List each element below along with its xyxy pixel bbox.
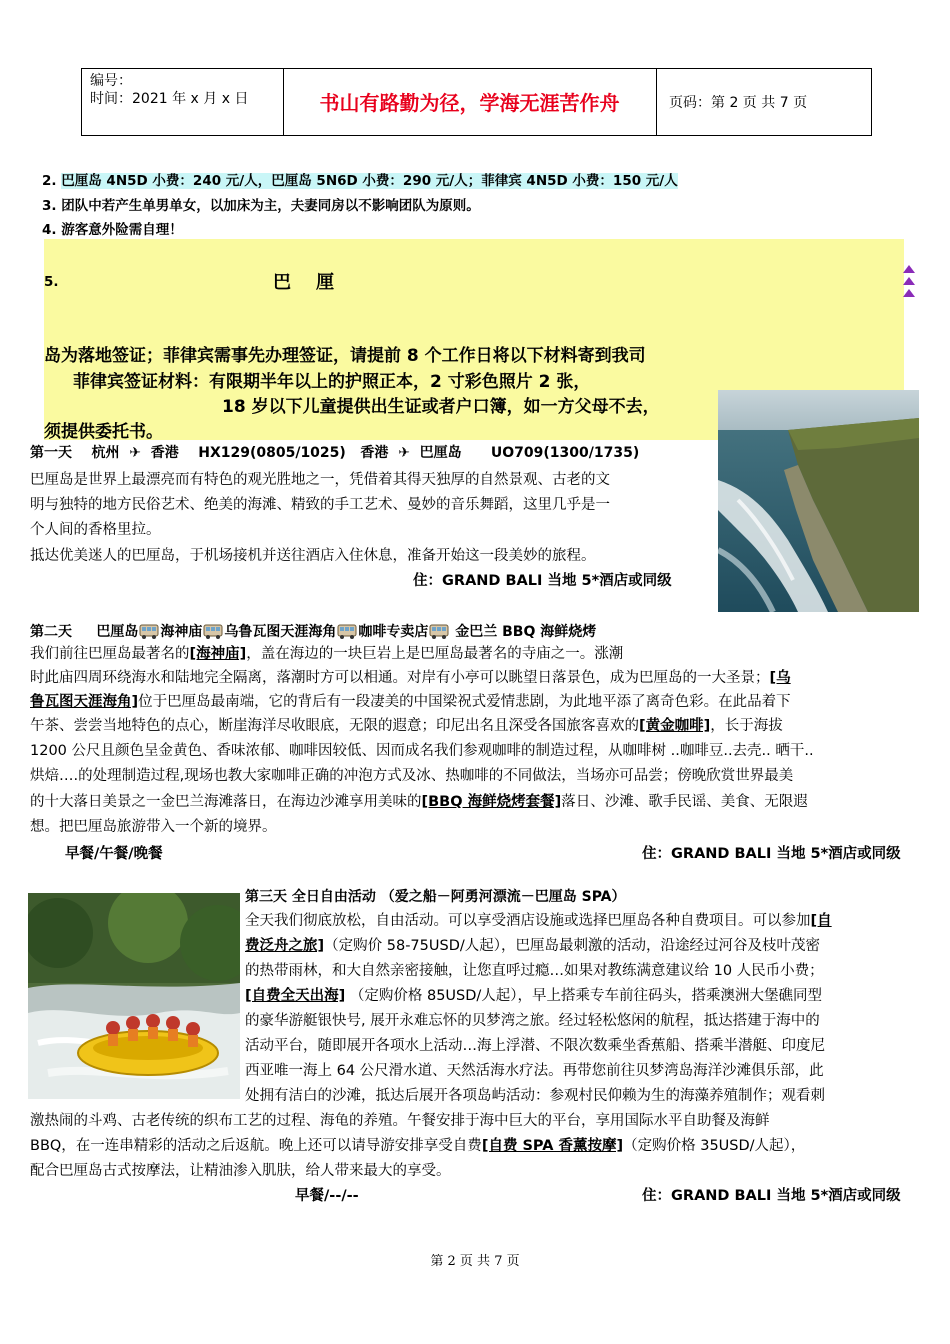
day1-stay: 住：GRAND BALI 当地 5*酒店或同级: [413, 573, 672, 589]
header-table: [81, 68, 872, 136]
day1-paragraph-line: 抵达优美迷人的巴厘岛，于机场接机并送往酒店入住休息，准备开始这一段美妙的旅程。: [30, 548, 596, 564]
text-span: 落日、沙滩、歌手民谣、美食、无限遐: [561, 794, 808, 810]
visa-line-4: 须提供委托书。: [44, 422, 163, 442]
highlight-rafting-end: 费泛舟之旅]: [245, 938, 325, 954]
day2-line-8: 想。把巴厘岛旅游带入一个新的境界。: [30, 819, 277, 835]
page-footer: 第 2 页 共 7 页: [430, 1254, 520, 1269]
day3-line-8: 处拥有洁白的沙滩，抵达后展开各项岛屿活动：参观村民仰赖为生的海藻养殖制作；观看刺: [245, 1088, 825, 1104]
highlight-golden-coffee: [黄金咖啡]: [639, 718, 711, 734]
text-span: （定购价 58-75USD/人起），巴厘岛最刺激的活动，沿途经过河谷及枝叶茂密: [324, 938, 820, 954]
bus-icon: [429, 623, 449, 639]
doc-code-label: 编号：: [90, 73, 132, 89]
day2-title: [30, 620, 596, 644]
note-2-number: 2.: [42, 173, 62, 189]
text-span: 位于巴厘岛最南端，它的背后有一段凄美的中国梁祝式爱情悲剧，为此地平添了离奇色彩。在此品着下: [138, 694, 791, 710]
day3-line-5: 的豪华游艇银快号, 展开永难忘怀的贝梦湾之旅。经过轻松悠闲的航程，抵达搭建于海中的: [245, 1013, 820, 1029]
visa-line-2: 菲律宾签证材料：有限期半年以上的护照正本，2 寸彩色照片 2 张，: [73, 372, 591, 392]
day2-title-part: 金巴兰 BBQ 海鲜烧烤: [450, 624, 597, 640]
note-3: 3. 团队中若产生单男单女，以加床为主，夫妻同房以不影响团队为原则。: [42, 198, 480, 214]
day2-stay: 住：GRAND BALI 当地 5*酒店或同级: [642, 846, 901, 862]
header-motto-cell: [283, 69, 657, 135]
text-span: BBQ，在一连串精彩的活动之后返航。晚上还可以请导游安排享受自费: [30, 1138, 482, 1154]
bus-icon: [203, 623, 223, 639]
text-span: 时此庙四周环绕海水和陆地完全隔离，落潮时方可以相通。对岸有小亭可以眺望日落景色，成为巴厘岛的一大圣景；: [30, 670, 770, 686]
note-4: 4. 游客意外险需自理！: [42, 222, 183, 238]
day2-line-5: 1200 公尺且颜色呈金黄色、香味浓郁、咖啡因较低、因而成名我们参观咖啡的制造过程，从咖啡树 ..咖啡豆..去壳.. 晒干..: [30, 743, 814, 759]
plane-icon: ✈: [129, 445, 141, 461]
cliff-photo: [718, 390, 919, 612]
text-span: 午茶、尝尝当地特色的点心，断崖海洋尽收眼底，无限的遐意；印尼出名且深受各国旅客喜欢的: [30, 718, 639, 734]
highlight-spa: [自费 SPA 香薰按摩]: [481, 1138, 624, 1154]
bus-icon: [337, 623, 357, 639]
day3-line-4: [245, 984, 822, 1008]
text-span: 全天我们彻底放松，自由活动。可以享受酒店设施或选择巴厘岛各种自费项目。可以参加: [245, 913, 811, 929]
day2-title-part: 海神庙: [160, 624, 203, 640]
day3-stay: 住：GRAND BALI 当地 5*酒店或同级: [642, 1188, 901, 1204]
note-2: [42, 171, 678, 191]
day3-line-2: [245, 934, 820, 958]
day3-line-7: 西亚唯一海上 64 公尺滑水道、天然活海水疗法。再带您前往贝梦湾岛海洋沙滩俱乐部，此: [245, 1063, 824, 1079]
day1-paragraph-line: 巴厘岛是世界上最漂亮而有特色的观光胜地之一，凭借着其得天独厚的自然景观、古老的文: [30, 472, 610, 488]
day2-title-part: 咖啡专卖店: [358, 624, 429, 640]
text-span: （定购价格 85USD/人起），早上搭乘专车前往码头，搭乘澳洲大堡礁同型: [345, 988, 823, 1004]
day2-line-3: [30, 690, 791, 714]
note-5-number: 5.: [44, 274, 59, 290]
day3-line-10: [30, 1134, 805, 1158]
day1-title-part: 巴厘岛 UO709(1300/1735): [409, 445, 640, 461]
day2-line-2: [30, 666, 791, 690]
highlight-uluwatu: [乌: [769, 670, 791, 686]
motto-text: 书山有路勤为径，学海无涯苦作舟: [319, 91, 620, 115]
note-2-text: 巴厘岛 4N5D 小费：240 元/人，巴厘岛 5N6D 小费：290 元/人；菲律宾 4N5D 小费：150 元/人: [61, 173, 678, 189]
day1-title: [30, 441, 639, 465]
day2-line-7: [30, 790, 808, 814]
highlight-rafting: [自: [810, 913, 832, 929]
text-span: （定购价格 35USD/人起），: [623, 1138, 806, 1154]
text-span: ，盖在海边的一块巨岩上是巴厘岛最著名的寺庙之一。涨潮: [246, 646, 624, 662]
highlight-sea-trip: [自费全天出海]: [245, 988, 346, 1004]
day3-line-6: 活动平台，随即展开各项水上活动…海上浮潜、不限次数乘坐香蕉船、搭乘半潜艇、印度尼: [245, 1038, 825, 1054]
day2-line-6: 烘焙….的处理制造过程,现场也教大家咖啡正确的冲泡方式及冰、热咖啡的不同做法，当场亦可品尝；傍晚欣赏世界最美: [30, 768, 794, 784]
scroll-arrows-icon: [902, 263, 916, 297]
visa-line-3: 18 岁以下儿童提供出生证或者户口簿，如一方父母不去，: [222, 397, 660, 417]
doc-time-label: 时间：2021 年 x 月 x 日: [90, 91, 249, 107]
day2-meals: 早餐/午餐/晚餐: [65, 846, 163, 862]
bus-icon: [139, 623, 159, 639]
day1-paragraph-line: 个人间的香格里拉。: [30, 522, 161, 538]
header-page-cell: [657, 69, 871, 135]
day1-paragraph-line: 明与独特的地方民俗艺术、绝美的海滩、精致的手工艺术、曼妙的音乐舞蹈，这里几乎是一: [30, 497, 610, 513]
day3-line-11: 配合巴厘岛古式按摩法，让精油渗入肌肤，给人带来最大的享受。: [30, 1163, 451, 1179]
text-span: ，长于海拔: [710, 718, 783, 734]
rafting-photo: [28, 893, 240, 1099]
day3-line-9: 激热闹的斗鸡、古老传统的织布工艺的过程、海龟的养殖。午餐安排于海中巨大的平台，享用国际水平自助餐及海鲜: [30, 1113, 770, 1129]
day3-title: 第三天 全日自由活动 （爱之船－阿勇河漂流－巴厘岛 SPA）: [245, 889, 626, 905]
highlight-bbq: [BBQ 海鲜烧烤套餐]: [421, 794, 562, 810]
text-span: 我们前往巴厘岛最著名的: [30, 646, 190, 662]
day2-line-4: [30, 714, 783, 738]
text-span: 的十大落日美景之一金巴兰海滩落日，在海边沙滩享用美味的: [30, 794, 422, 810]
header-meta-cell: [82, 69, 284, 135]
visa-line-1: 岛为落地签证；菲律宾需事先办理签证，请提前 8 个工作日将以下材料寄到我司: [44, 346, 646, 366]
day3-meals: 早餐/--/--: [295, 1188, 359, 1204]
highlight-sea-temple: [海神庙]: [189, 646, 247, 662]
day2-line-1: [30, 642, 623, 666]
day1-title-part: 第一天 杭州: [30, 445, 130, 461]
highlight-uluwatu-end: 鲁瓦图天涯海角]: [30, 694, 139, 710]
note-5-title: 巴 厘: [273, 272, 335, 293]
day3-line-3: 的热带雨林，和大自然亲密接触，让您直呼过瘾…如果对教练满意建议给 10 人民币小费；: [245, 963, 824, 979]
header-page-number: 页码：第 2 页 共 7 页: [669, 95, 808, 111]
day1-title-part: 香港 HX129(0805/1025) 香港: [140, 445, 399, 461]
day2-title-part: 乌鲁瓦图天涯海角: [224, 624, 337, 640]
day2-title-part: 第二天 巴厘岛: [30, 624, 139, 640]
plane-icon: ✈: [398, 445, 410, 461]
day3-line-1: [245, 909, 832, 933]
